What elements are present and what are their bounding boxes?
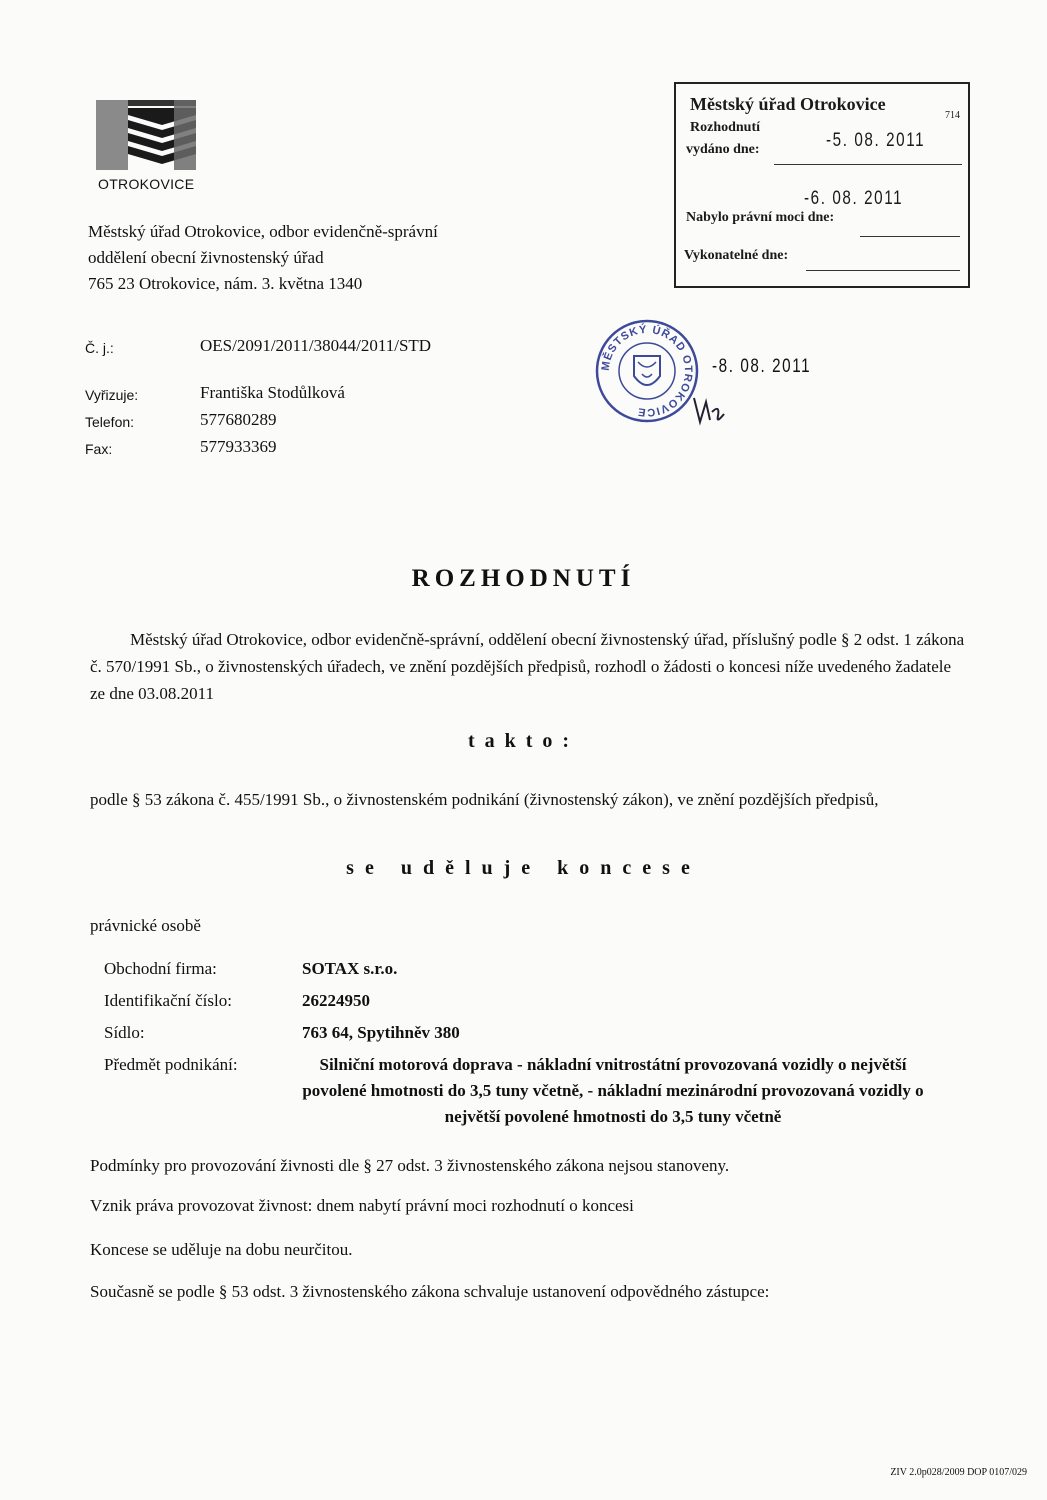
condition-doba: Koncese se uděluje na dobu neurčitou. — [90, 1240, 353, 1259]
stamp-vydano-date: -5. 08. 2011 — [826, 130, 926, 151]
otrokovice-logo-icon — [96, 100, 196, 170]
condition-podminky: Podmínky pro provozování živnosti dle § 27 odst. 3 živnostenského zákona nejsou stanoveny. — [90, 1156, 730, 1175]
stamp-pravni-date: -6. 08. 2011 — [804, 188, 904, 209]
cj-label: Č. j.: — [85, 340, 114, 356]
coat-of-arms-icon — [592, 316, 702, 426]
legal-person-label: právnické osobě — [90, 916, 201, 935]
firma-label: Obchodní firma: — [104, 959, 217, 978]
predmet-label: Předmět podnikání: — [104, 1055, 238, 1074]
form-code: ZIV 2.0p028/2009 DOP 0107/029 — [890, 1467, 1027, 1478]
stamp-rule-3 — [806, 270, 960, 271]
logo-name: OTROKOVICE — [98, 176, 195, 192]
intro-paragraph — [90, 626, 970, 707]
office-address: 765 23 Otrokovice, nám. 3. května 1340 — [88, 274, 363, 293]
stamp-rule-2 — [860, 236, 960, 237]
stamp-rule-1 — [774, 164, 962, 165]
stamp-rozhodnuti: Rozhodnutí — [690, 120, 761, 135]
legal-effect-stamp — [674, 82, 970, 288]
telefon-value: 577680289 — [200, 410, 277, 429]
signature-icon — [690, 392, 726, 428]
fax-value: 577933369 — [200, 437, 277, 456]
stamp-pravni-label: Nabylo právní moci dne: — [686, 210, 835, 225]
office-department: oddělení obecní živnostenský úřad — [88, 248, 324, 267]
office-name: Městský úřad Otrokovice, odbor evidenčně-správní — [88, 222, 438, 241]
ico-value: 26224950 — [302, 991, 370, 1010]
ico-label: Identifikační číslo: — [104, 991, 232, 1010]
legal-basis: podle § 53 zákona č. 455/1991 Sb., o živnostenském podnikání (živnostenský zákon), ve znění pozdějších předpisů, — [90, 790, 879, 809]
takto-heading: takto: — [467, 730, 580, 752]
fax-label: Fax: — [85, 441, 113, 457]
round-stamp-text: MĚSTSKÝ ÚŘAD OTROKOVICE — [599, 323, 695, 419]
predmet-value: Silniční motorová doprava - nákladní vnitrostátní provozovaná vozidly o největší povolené hmotnosti do 3,5 tuny včetně, - nákladní mezinárodní provozovaná vozidly o největší povolené hmotnosti do 3,5 tuny včetně — [302, 1055, 924, 1126]
svg-text:MĚSTSKÝ ÚŘAD OTROKOVICE — [600, 323, 694, 418]
received-date: -8. 08. 2011 — [712, 356, 812, 377]
firma-value: SOTAX s.r.o. — [302, 959, 398, 978]
condition-vznik: Vznik práva provozovat živnost: dnem nabytí právní moci rozhodnutí o koncesi — [90, 1196, 634, 1215]
grant-heading: se uděluje koncese — [346, 857, 701, 879]
sidlo-value: 763 64, Spytihněv 380 — [302, 1023, 460, 1042]
intro-text: Městský úřad Otrokovice, odbor evidenčně-správní, oddělení obecní živnostenský úřad, příslušný podle § 2 odst. 1 zákona č. 570/1991 Sb., o živnostenských úřadech, ve znění pozdějších předpisů, rozhodl o žádosti o koncesi níže uvedeného žadatele ze dne 03.08.2011 — [90, 630, 965, 703]
vyrizuje-label: Vyřizuje: — [85, 387, 139, 403]
vyrizuje-value: Františka Stodůlková — [200, 383, 345, 402]
stamp-title: Městský úřad Otrokovice — [690, 94, 886, 114]
stamp-vykonatelne-label: Vykonatelné dne: — [684, 248, 789, 263]
stamp-vydano-label: vydáno dne: — [686, 142, 760, 157]
cj-value: OES/2091/2011/38044/2011/STD — [200, 336, 432, 355]
document-title: ROZHODNUTÍ — [411, 565, 636, 592]
condition-zastupce: Současně se podle § 53 odst. 3 živnostenského zákona schvaluje ustanovení odpovědného zástupce: — [90, 1282, 770, 1301]
telefon-label: Telefon: — [85, 414, 135, 430]
stamp-number: 714 — [945, 110, 960, 121]
sidlo-label: Sídlo: — [104, 1023, 145, 1042]
